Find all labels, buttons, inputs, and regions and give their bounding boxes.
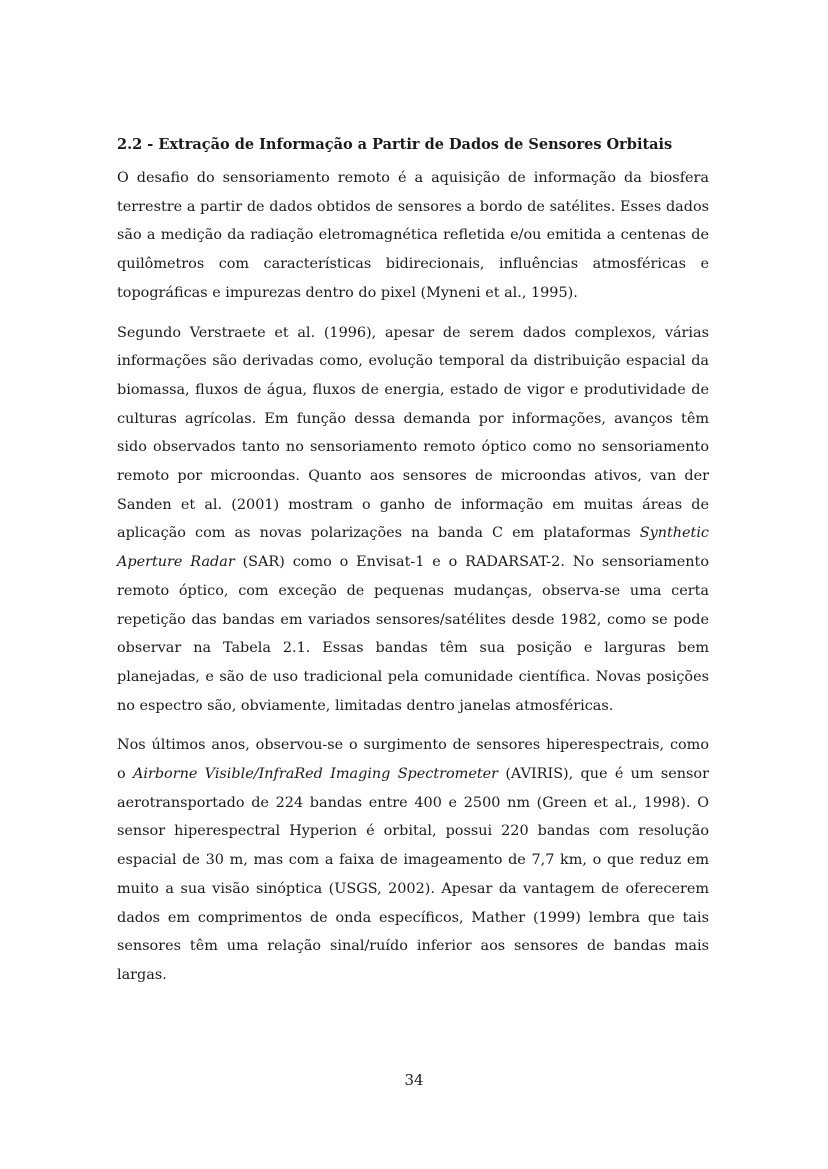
document-body: [117, 132, 709, 1001]
paragraph-1-text: O desafio do sensoriamento remoto é a aquisição de informação da biosfera terrestre a partir de dados obtidos de sensores a bordo de satélites. Esses dados são a medição da radiação eletromagnética refletida e/ou emitida a centenas de quilômetros com características bidirecionais, influências atmosféricas e topográficas e impurezas dentro do pixel (Myneni et al., 1995).: [117, 170, 709, 301]
paragraph-3: [117, 731, 709, 989]
paragraph-2-italic-term: Synthetic Aperture Radar: [117, 525, 709, 571]
paragraph-3-italic-term: Airborne Visible/InfraRed Imaging Spectrometer: [132, 766, 499, 783]
paragraph-2-text-a: Segundo Verstraete et al. (1996), apesar de serem dados complexos, várias informações são derivadas como, evolução temporal da distribuição espacial da biomassa, fluxos de água, fluxos de energia, estado de vigor e produtividade de culturas agrícolas. Em função dessa demanda por informações, avanços têm sido observados tanto no sensoriamento remoto óptico como no sensoriamento remoto por microondas. Quanto aos sensores de microondas ativos, van der Sanden et al. (2001) mostram o ganho de informação em muitas áreas de aplicação com as novas polarizações na banda C em plataformas: [117, 324, 709, 542]
page-number: 34: [404, 1071, 424, 1089]
paragraph-1: [117, 164, 709, 308]
paragraph-2-text-b: (SAR) como o Envisat-1 e o RADARSAT-2. No sensoriamento remoto óptico, com exceção de pequenas mudanças, observa-se uma certa repetição das bandas em variados sensores/satélites desde 1982, como se pode observar na Tabela 2.1. Essas bandas têm sua posição e larguras bem planejadas, e são de uso tradicional pela comunidade científica. Novas posições no espectro são, obviamente, limitadas dentro janelas atmosféricas.: [117, 554, 710, 714]
paragraph-3-text-a: Nos últimos anos, observou-se o surgimento de sensores hiperespectrais, como o: [117, 737, 709, 783]
paragraph-2: [117, 319, 709, 721]
paragraph-3-text-b: (AVIRIS), que é um sensor aerotransportado de 224 bandas entre 400 e 2500 nm (Green et al., 1998). O sensor hiperespectral Hyperion é orbital, possui 220 bandas com resolução espacial de 30 m, mas com a faixa de imageamento de 7,7 km, o que reduz em muito a sua visão sinóptica (USGS, 2002). Apesar da vantagem de oferecerem dados em comprimentos de onda específicos, Mather (1999) lembra que tais sensores têm uma relação sinal/ruído inferior aos sensores de bandas mais largas.: [117, 766, 709, 983]
section-heading: 2.2 - Extração de Informação a Partir de Dados de Sensores Orbitais: [117, 136, 673, 153]
